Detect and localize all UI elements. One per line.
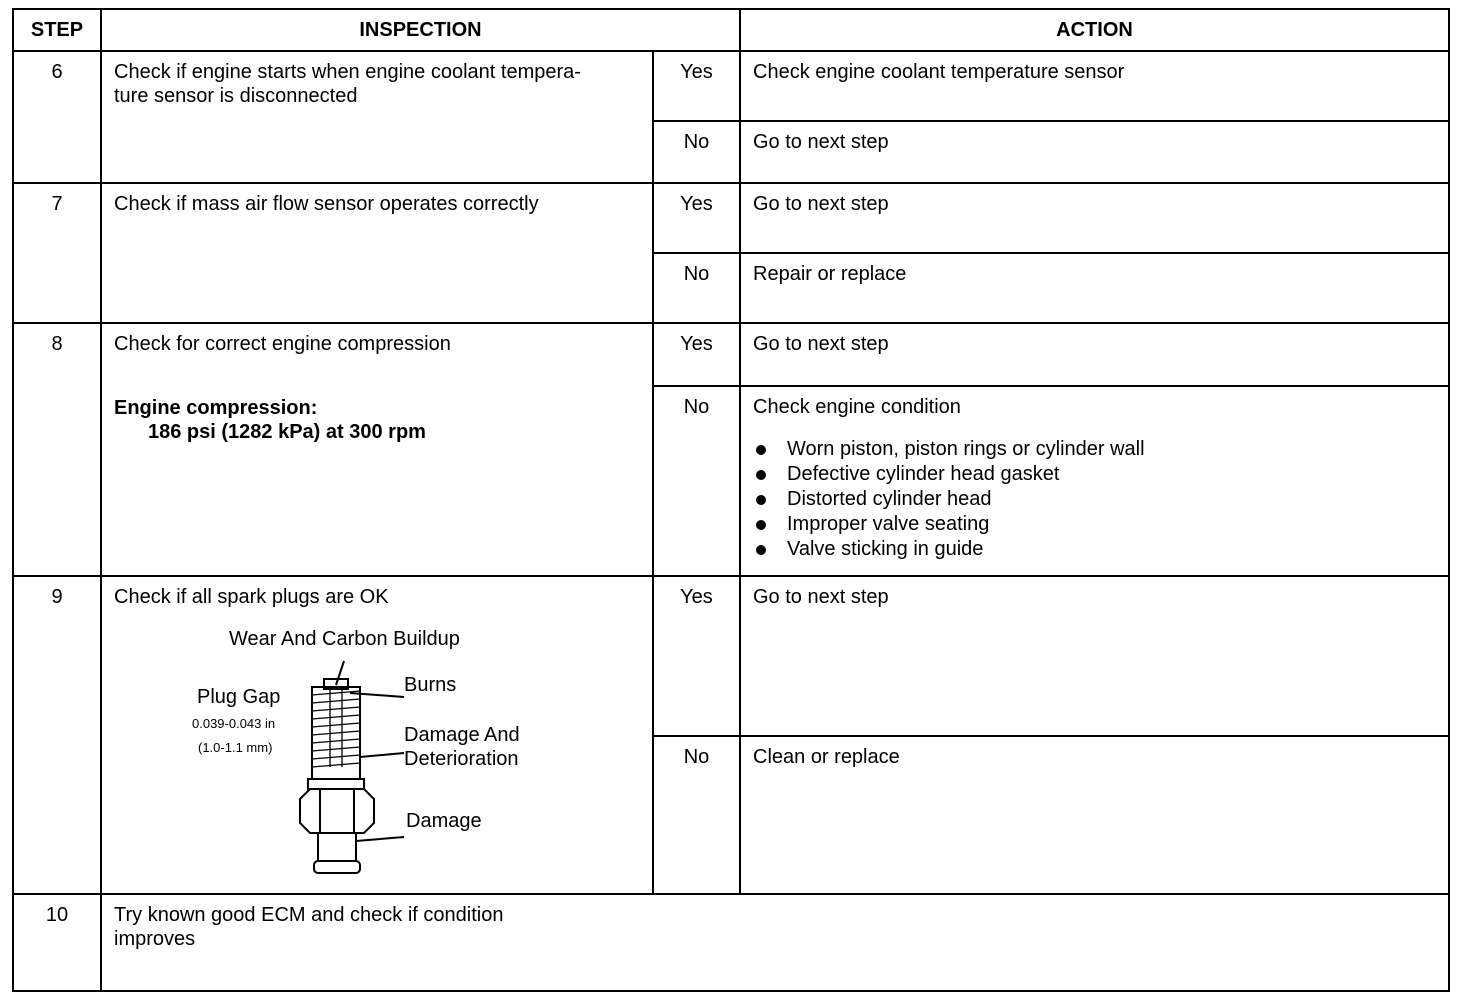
yes-label: Yes (653, 183, 740, 253)
inspection-line: Check if all spark plugs are OK (114, 586, 389, 608)
step-number: 10 (13, 894, 101, 991)
action-text: Check engine coolant temperature sensor (740, 51, 1449, 121)
header-action: ACTION (740, 9, 1449, 51)
damage-label: Damage (406, 810, 482, 832)
wear-label: Wear And Carbon Buildup (229, 628, 460, 650)
table-row (13, 183, 1449, 253)
action-cell (740, 386, 1449, 576)
table-row (13, 894, 1449, 991)
step-number: 9 (13, 576, 101, 894)
no-label: No (653, 253, 740, 323)
table-row (13, 576, 1449, 736)
action-text: Go to next step (740, 183, 1449, 253)
spec-label: Engine compression: (114, 397, 318, 419)
action-text: Clean or replace (740, 736, 1449, 894)
list-item: Distorted cylinder head (753, 487, 1438, 512)
plug-gap-label: Plug Gap (197, 686, 281, 708)
spark-plug-figure (114, 627, 642, 877)
table-row (13, 51, 1449, 121)
inspection-line: Try known good ECM and check if condition improves (114, 904, 504, 950)
no-label: No (653, 736, 740, 894)
list-item: Improper valve seating (753, 512, 1438, 537)
step-number: 8 (13, 323, 101, 576)
damage-det-label-1: Damage And (404, 724, 520, 746)
gap-mm: (1.0-1.1 mm) (198, 740, 273, 755)
inspection-text (101, 576, 653, 894)
action-text: Repair or replace (740, 253, 1449, 323)
list-item: Valve sticking in guide (753, 537, 1438, 562)
header-step: STEP (13, 9, 101, 51)
yes-label: Yes (653, 576, 740, 736)
engine-compression-spec (114, 396, 642, 444)
no-label: No (653, 386, 740, 576)
inspection-text: Check if mass air flow sensor operates correctly (101, 183, 653, 323)
inspection-line: Check for correct engine compression (114, 333, 451, 355)
action-text: Check engine condition (753, 396, 961, 418)
yes-label: Yes (653, 323, 740, 386)
yes-label: Yes (653, 51, 740, 121)
action-text: Go to next step (740, 576, 1449, 736)
step-number: 7 (13, 183, 101, 323)
inspection-text (101, 894, 1449, 991)
step-number: 6 (13, 51, 101, 183)
table-row (13, 323, 1449, 386)
inspection-line: Check if engine starts when engine coolant tempera- ture sensor is disconnected (114, 61, 581, 107)
list-item: Defective cylinder head gasket (753, 462, 1438, 487)
burns-label: Burns (404, 674, 457, 696)
header-inspection: INSPECTION (101, 9, 740, 51)
inspection-text (101, 323, 653, 576)
diagnostic-table (12, 8, 1450, 992)
damage-det-label-2: Deterioration (404, 748, 519, 770)
action-text: Go to next step (740, 121, 1449, 183)
list-item: Worn piston, piston rings or cylinder wall (753, 437, 1438, 462)
gap-inches: 0.039-0.043 in (192, 716, 276, 731)
condition-list (753, 437, 1438, 562)
action-text: Go to next step (740, 323, 1449, 386)
spec-value: 186 psi (1282 kPa) at 300 rpm (148, 421, 426, 443)
inspection-text (101, 51, 653, 183)
header-row (13, 9, 1449, 51)
no-label: No (653, 121, 740, 183)
